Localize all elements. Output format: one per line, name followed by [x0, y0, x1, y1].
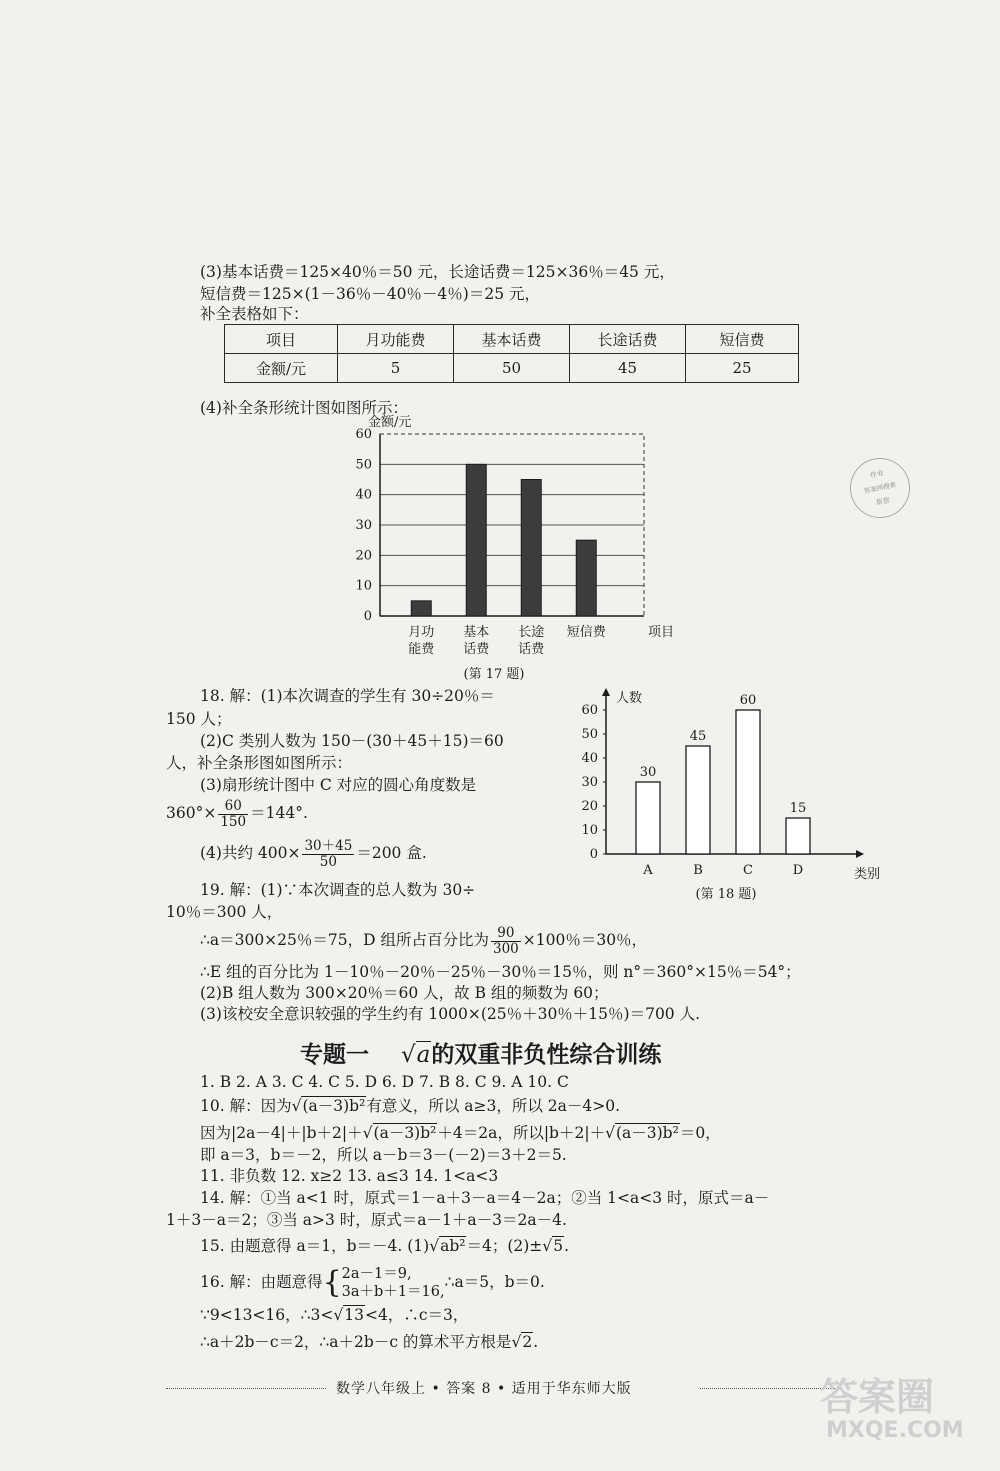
table-cell: 45	[570, 354, 686, 383]
table-header-row	[225, 325, 799, 354]
x-axis-label: 类别	[854, 867, 881, 882]
x-tick-label: D	[792, 863, 804, 878]
answers-line5: 11. 非负数 12. x≥2 13. a≤3 14. 1<a<3	[200, 1167, 499, 1185]
q19-line6: (3)该校安全意识较强的学生约有 1000×(25％＋30％＋15％)＝700 人.	[200, 1005, 701, 1023]
equation-1: 2a－1＝9,	[341, 1266, 412, 1282]
answers-line3-mid: ＋4＝2a，所以|b＋2|＋	[437, 1124, 606, 1142]
table-cell: 50	[454, 354, 570, 383]
q19-line4: ∴E 组的百分比为 1－10％－20％－25％－30％＝15％，则 n°＝360°×15％＝54°；	[200, 963, 801, 981]
stamp-seal	[844, 452, 915, 523]
bar	[686, 746, 710, 854]
x-tick-label: A	[643, 863, 653, 878]
bar	[466, 464, 486, 616]
x-tick-label: 话费	[463, 642, 490, 657]
sqrt-symbol: √(a－3)b²	[605, 1124, 679, 1142]
answers-line9-start: 16. 解：由题意得	[200, 1273, 323, 1291]
table-cell: 月功能费	[338, 325, 454, 354]
x-tick-label: 话费	[518, 642, 545, 657]
sqrt-arg: 13	[344, 1306, 364, 1324]
x-axis-arrow	[856, 850, 864, 858]
sqrt-arg: 5	[553, 1237, 564, 1255]
y-tick-label: 40	[581, 751, 598, 766]
y-tick-label: 0	[589, 847, 598, 862]
x-tick-label: 能费	[408, 642, 435, 657]
y-axis-label: 人数	[616, 691, 643, 706]
table-cell: 5	[338, 354, 454, 383]
q19-line2: 10％＝300 人，	[166, 903, 283, 921]
equation-2: 3a＋b＋1＝16,	[341, 1284, 445, 1300]
answers-line3	[200, 1123, 721, 1143]
y-tick-label: 10	[581, 823, 598, 838]
watermark-text: 答案圈	[820, 1375, 935, 1419]
stamp-text: 帮您	[875, 496, 891, 508]
sqrt-symbol: √(a－3)b²	[291, 1097, 366, 1115]
q19-line3-end: ×100％＝30％，	[522, 931, 648, 949]
y-tick-label: 0	[363, 609, 372, 624]
q18-line2: 150 人；	[166, 710, 232, 728]
sqrt-symbol: √13	[333, 1306, 364, 1324]
y-tick-label: 50	[355, 457, 372, 473]
q19-line3	[200, 922, 647, 958]
y-tick-label: 60	[581, 703, 598, 718]
y-tick-label: 10	[355, 578, 372, 594]
answers-line6: 14. 解：①当 a<1 时，原式＝1－a＋3－a＝4－2a；②当 1<a<3 时，原式＝a－	[200, 1189, 770, 1207]
answers-line1: 1. B 2. A 3. C 4. C 5. D 6. D 7. B 8. C 9. A 10. C	[200, 1073, 569, 1091]
bar-chart-q18	[560, 686, 881, 908]
table-cell: 长途话费	[570, 325, 686, 354]
footer-divider-left	[166, 1388, 326, 1389]
answers-line8-mid: ＝4；(2)±	[466, 1237, 543, 1255]
q18-line3: (2)C 类别人数为 150－(30＋45＋15)＝60	[200, 732, 504, 750]
bar	[521, 480, 541, 617]
section-heading	[300, 1036, 661, 1069]
q18-line7-start: (4)共约 400×	[200, 844, 301, 862]
q18-line4: 人，补全条形图如图所示：	[166, 754, 353, 772]
q17-part3-line2: 短信费＝125×(1－36％－40％－4％)＝25 元，	[200, 285, 540, 303]
fee-table	[224, 324, 799, 383]
sqrt-symbol: √a	[401, 1042, 431, 1068]
table-cell: 基本话费	[454, 325, 570, 354]
x-tick-label: B	[693, 863, 703, 878]
heading-part1: 专题一	[300, 1042, 369, 1068]
answers-line3-start: 因为|2a－4|＋|b＋2|＋	[200, 1124, 363, 1142]
answers-line10	[200, 1305, 468, 1325]
footer-divider-right	[700, 1388, 835, 1389]
table-cell: 短信费	[686, 325, 799, 354]
y-tick-label: 30	[581, 775, 598, 790]
answers-line8-end: .	[564, 1237, 569, 1255]
y-axis-label: 金额/元	[368, 415, 412, 430]
answers-line7: 1＋3－a＝2；③当 a>3 时，原式＝a－1＋a－3＝2a－4.	[166, 1211, 567, 1229]
q18-line7	[200, 836, 427, 870]
stamp-text: 作业	[869, 468, 885, 480]
fraction	[302, 839, 354, 870]
chart-caption: (第 17 题)	[463, 667, 525, 682]
sqrt-arg: ab²	[440, 1237, 466, 1255]
answers-line11	[200, 1332, 538, 1352]
fraction-numerator: 60	[218, 799, 248, 815]
sqrt-symbol: √2	[511, 1333, 533, 1351]
table-cell: 金额/元	[225, 354, 338, 383]
answers-line9-end: ∴a＝5，b＝0.	[444, 1273, 545, 1291]
fraction-denominator: 300	[492, 940, 519, 957]
q18-line6-start: 360°×	[166, 804, 217, 822]
y-tick-label: 20	[355, 548, 372, 564]
sqrt-symbol: √(a－3)b²	[362, 1124, 437, 1142]
answers-line2-end: 有意义，所以 a≥3，所以 2a－4>0.	[366, 1097, 620, 1115]
fraction-numerator: 30＋45	[304, 837, 353, 854]
q18-line5: (3)扇形统计图中 C 对应的圆心角度数是	[200, 776, 477, 794]
stamp-text: 答案网搜索	[863, 480, 897, 496]
table-cell: 25	[686, 354, 799, 383]
sqrt-symbol: √5	[542, 1237, 564, 1255]
table-cell: 项目	[225, 325, 338, 354]
q17-part3-line1: (3)基本话费＝125×40％＝50 元，长途话费＝125×36％＝45 元，	[200, 263, 675, 281]
data-label: 60	[739, 693, 757, 708]
x-tick-label: 基本	[463, 625, 490, 640]
sqrt-symbol: √ab²	[429, 1237, 466, 1255]
q18-line6-end: ＝144°.	[250, 804, 308, 822]
answers-line11-start: ∴a＋2b－c＝2，∴a＋2b－c 的算术平方根是	[200, 1333, 512, 1351]
watermark-url: MXQE.COM	[826, 1418, 964, 1443]
y-tick-label: 20	[581, 799, 598, 814]
bar	[411, 601, 431, 616]
heading-sqrt-arg: a	[416, 1042, 431, 1068]
x-tick-label: 长途	[518, 625, 545, 640]
y-tick-label: 40	[355, 487, 372, 503]
chart-caption: (第 18 题)	[695, 887, 757, 902]
bar	[576, 540, 596, 616]
q17-part4-text: (4)补全条形统计图如图所示：	[200, 399, 408, 417]
q18-line6	[166, 796, 308, 830]
answers-line8	[200, 1236, 569, 1256]
answers-line10-end: <4，∴c＝3，	[364, 1306, 469, 1324]
heading-part2: 的双重非负性综合训练	[431, 1042, 662, 1068]
x-tick-label: C	[743, 863, 753, 878]
fraction-denominator: 50	[319, 853, 337, 870]
footer-text: 数学八年级上 • 答案 8 • 适用于华东师大版	[336, 1381, 632, 1397]
q17-part3-line3: 补全表格如下：	[200, 305, 309, 323]
bar-chart-q17	[330, 410, 690, 682]
y-tick-label: 30	[355, 518, 372, 533]
answers-line3-end: ＝0，	[679, 1124, 721, 1142]
fraction-denominator: 150	[220, 813, 247, 830]
y-axis-arrow	[602, 688, 610, 696]
answers-line11-end: .	[533, 1333, 539, 1351]
data-label: 15	[789, 801, 807, 816]
watermark-logo	[820, 1375, 964, 1443]
fraction	[491, 926, 521, 957]
table-row	[225, 354, 799, 383]
data-label: 30	[639, 765, 657, 780]
x-tick-label: 短信费	[566, 625, 606, 640]
answers-line9	[200, 1262, 545, 1303]
q19-line3-start: ∴a＝300×25％＝75，D 组所占百分比为	[200, 931, 489, 949]
sqrt-arg: 2	[522, 1333, 533, 1351]
y-tick-label: 50	[581, 727, 598, 742]
answers-line8-start: 15. 由题意得 a＝1，b＝－4. (1)	[200, 1237, 430, 1255]
fraction-numerator: 90	[491, 926, 521, 942]
sqrt-arg: (a－3)b²	[302, 1097, 366, 1115]
sqrt-arg: (a－3)b²	[373, 1124, 437, 1142]
bar	[786, 818, 810, 854]
answers-line2	[200, 1096, 620, 1116]
answers-line10-start: ∵9<13<16，∴3<	[200, 1306, 334, 1324]
x-axis-label: 项目	[648, 625, 675, 640]
q19-line5: (2)B 组人数为 300×20％＝60 人，故 B 组的频数为 60；	[200, 984, 609, 1002]
q18-line7-end: ＝200 盒.	[356, 844, 427, 862]
answers-line4: 即 a＝3，b＝－2，所以 a－b＝3－(－2)＝3＋2＝5.	[200, 1146, 567, 1164]
fraction	[218, 799, 248, 830]
brace-symbol: {	[322, 1265, 342, 1300]
y-tick-label: 60	[355, 427, 372, 442]
bar	[636, 782, 660, 854]
equation-system	[342, 1265, 445, 1301]
sqrt-arg: (a－3)b²	[615, 1124, 679, 1142]
q19-line1: 19. 解：(1)∵本次调查的总人数为 30÷	[200, 881, 476, 899]
data-label: 45	[689, 729, 707, 744]
bar	[736, 710, 760, 854]
q18-line1: 18. 解：(1)本次调查的学生有 30÷20％＝	[200, 687, 495, 705]
answers-line2-start: 10. 解：因为	[200, 1097, 292, 1115]
x-tick-label: 月功	[408, 625, 435, 640]
